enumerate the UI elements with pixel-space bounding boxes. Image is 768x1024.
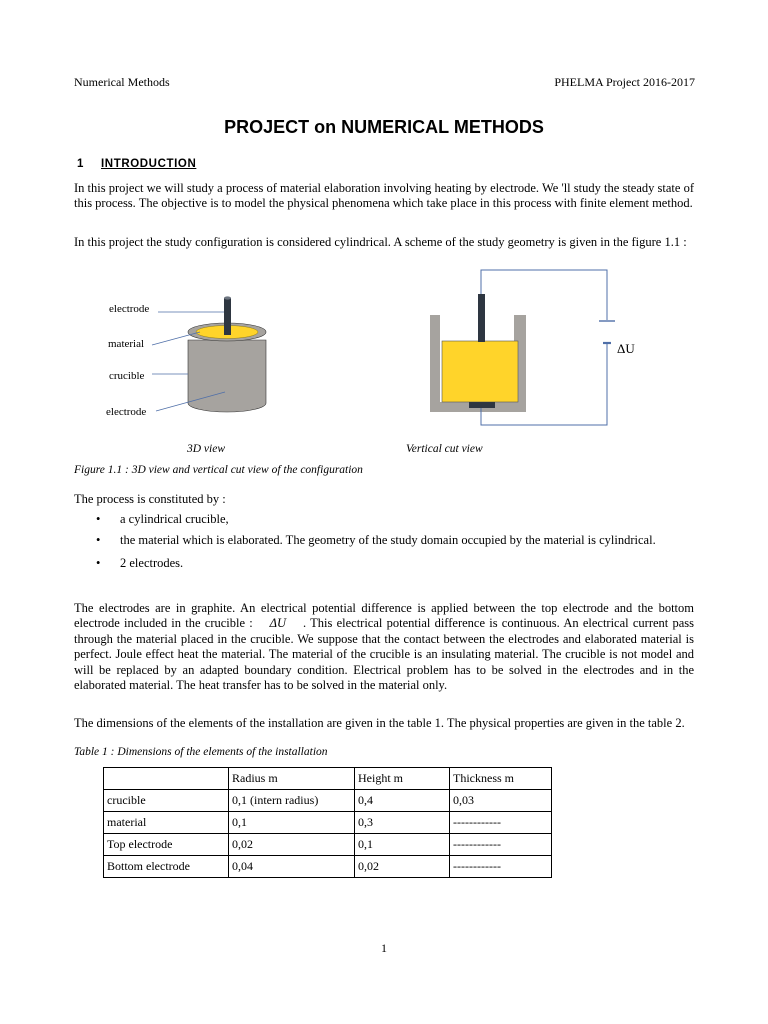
label-electrode-bottom: electrode <box>106 406 147 418</box>
label-electrode-top: electrode <box>109 303 150 315</box>
header-project: PHELMA Project 2016-2017 <box>554 75 695 89</box>
configuration-figure <box>100 265 660 440</box>
figure-caption: Figure 1.1 : 3D view and vertical cut view of the configuration <box>74 464 363 476</box>
paragraph-dimensions: The dimensions of the elements of the installation are given in the table 1. The physical properties are given in the table 2. <box>74 716 685 730</box>
dimensions-table <box>103 767 552 878</box>
header-course: Numerical Methods <box>74 75 170 89</box>
list-item <box>96 512 694 527</box>
label-crucible: crucible <box>109 370 145 382</box>
top-electrode-3d <box>224 298 231 335</box>
table-cell: Bottom electrode <box>104 856 229 878</box>
section-number: 1 <box>77 158 84 170</box>
table-cell: 0,1 (intern radius) <box>229 790 355 812</box>
3d-view-drawing <box>106 296 266 418</box>
voltage-label: ΔU <box>617 341 635 356</box>
list-item <box>96 533 694 548</box>
table-cell: 0,4 <box>355 790 450 812</box>
circuit-wire <box>481 270 607 320</box>
top-electrode-section <box>478 294 485 342</box>
table-cell: ------------ <box>450 834 552 856</box>
caption-3d-view: 3D view <box>187 443 226 455</box>
table-cell: 0,02 <box>355 856 450 878</box>
section-name: INTRODUCTION <box>101 158 197 170</box>
table-caption: Table 1 : Dimensions of the elements of the installation <box>74 746 328 758</box>
list-item-text: a cylindrical crucible, <box>120 512 229 526</box>
table-header-cell: Height m <box>355 768 450 790</box>
list-item <box>96 556 694 571</box>
table-cell: ------------ <box>450 856 552 878</box>
list-item-text: 2 electrodes. <box>120 555 184 570</box>
table-cell: material <box>104 812 229 834</box>
bullet-glyph: • <box>96 533 101 548</box>
table-cell: 0,02 <box>229 834 355 856</box>
bottom-electrode-section <box>469 402 495 408</box>
table-row <box>104 834 552 856</box>
page-number: 1 <box>381 941 387 955</box>
paragraph-process: The process is constituted by : <box>74 492 226 506</box>
section-heading <box>77 158 196 170</box>
paragraph-electrodes <box>74 601 694 693</box>
table-row <box>104 790 552 812</box>
table-cell: 0,03 <box>450 790 552 812</box>
table-cell: 0,04 <box>229 856 355 878</box>
paragraph-intro: In this project we will study a process of material elaboration involving heating by electrode. We 'll study the steady state of this process. The objective is to model the physical phenomena which take place in this process with finite element method. <box>74 181 694 211</box>
paragraph-configuration: In this project the study configuration is considered cylindrical. A scheme of the study geometry is given in the figure 1.1 : <box>74 235 687 249</box>
table-header-cell <box>104 768 229 790</box>
table-row <box>104 856 552 878</box>
table-cell: Top electrode <box>104 834 229 856</box>
delta-u-symbol: ΔU <box>269 616 287 631</box>
table-cell: 0,1 <box>229 812 355 834</box>
table-header-cell: Radius m <box>229 768 355 790</box>
caption-cut-view: Vertical cut view <box>406 443 483 455</box>
label-material: material <box>108 338 145 350</box>
table-cell: 0,3 <box>355 812 450 834</box>
table-cell: crucible <box>104 790 229 812</box>
table-cell: 0,1 <box>355 834 450 856</box>
table-row <box>104 812 552 834</box>
material-section <box>442 341 518 402</box>
paragraph-electrodes-end: . This electrical potential difference is continuous. An electrical current pass through the material placed in the crucible. We suppose that the contact between the electrodes and elaborated material is perfect. Joule effect heat the material. The material of the crucible is an insulating material. The crucible is not model and will be replaced by an adapted boundary condition. Electrical problem has to be solved in the electrodes and in the elaborated material. The heat transfer has to be solved in the material only. <box>74 616 695 693</box>
table-header-cell: Thickness m <box>450 768 552 790</box>
paragraph-electrodes-start: The electrodes are in graphite. An electrical potential difference is applied between the top electrode and the bottom electrode included in the crucible : <box>74 601 694 631</box>
process-components-list <box>96 512 694 571</box>
bullet-glyph: • <box>96 512 101 526</box>
cut-view-drawing <box>430 270 635 425</box>
list-item-text: the material which is elaborated. The geometry of the study domain occupied by the material is cylindrical. <box>120 533 656 548</box>
crucible-body <box>188 340 266 412</box>
table-header-row <box>104 768 552 790</box>
table-cell: ------------ <box>450 812 552 834</box>
top-electrode-cap <box>224 296 231 299</box>
page-title: PROJECT on NUMERICAL METHODS <box>224 117 544 137</box>
bullet-glyph: • <box>96 555 101 570</box>
